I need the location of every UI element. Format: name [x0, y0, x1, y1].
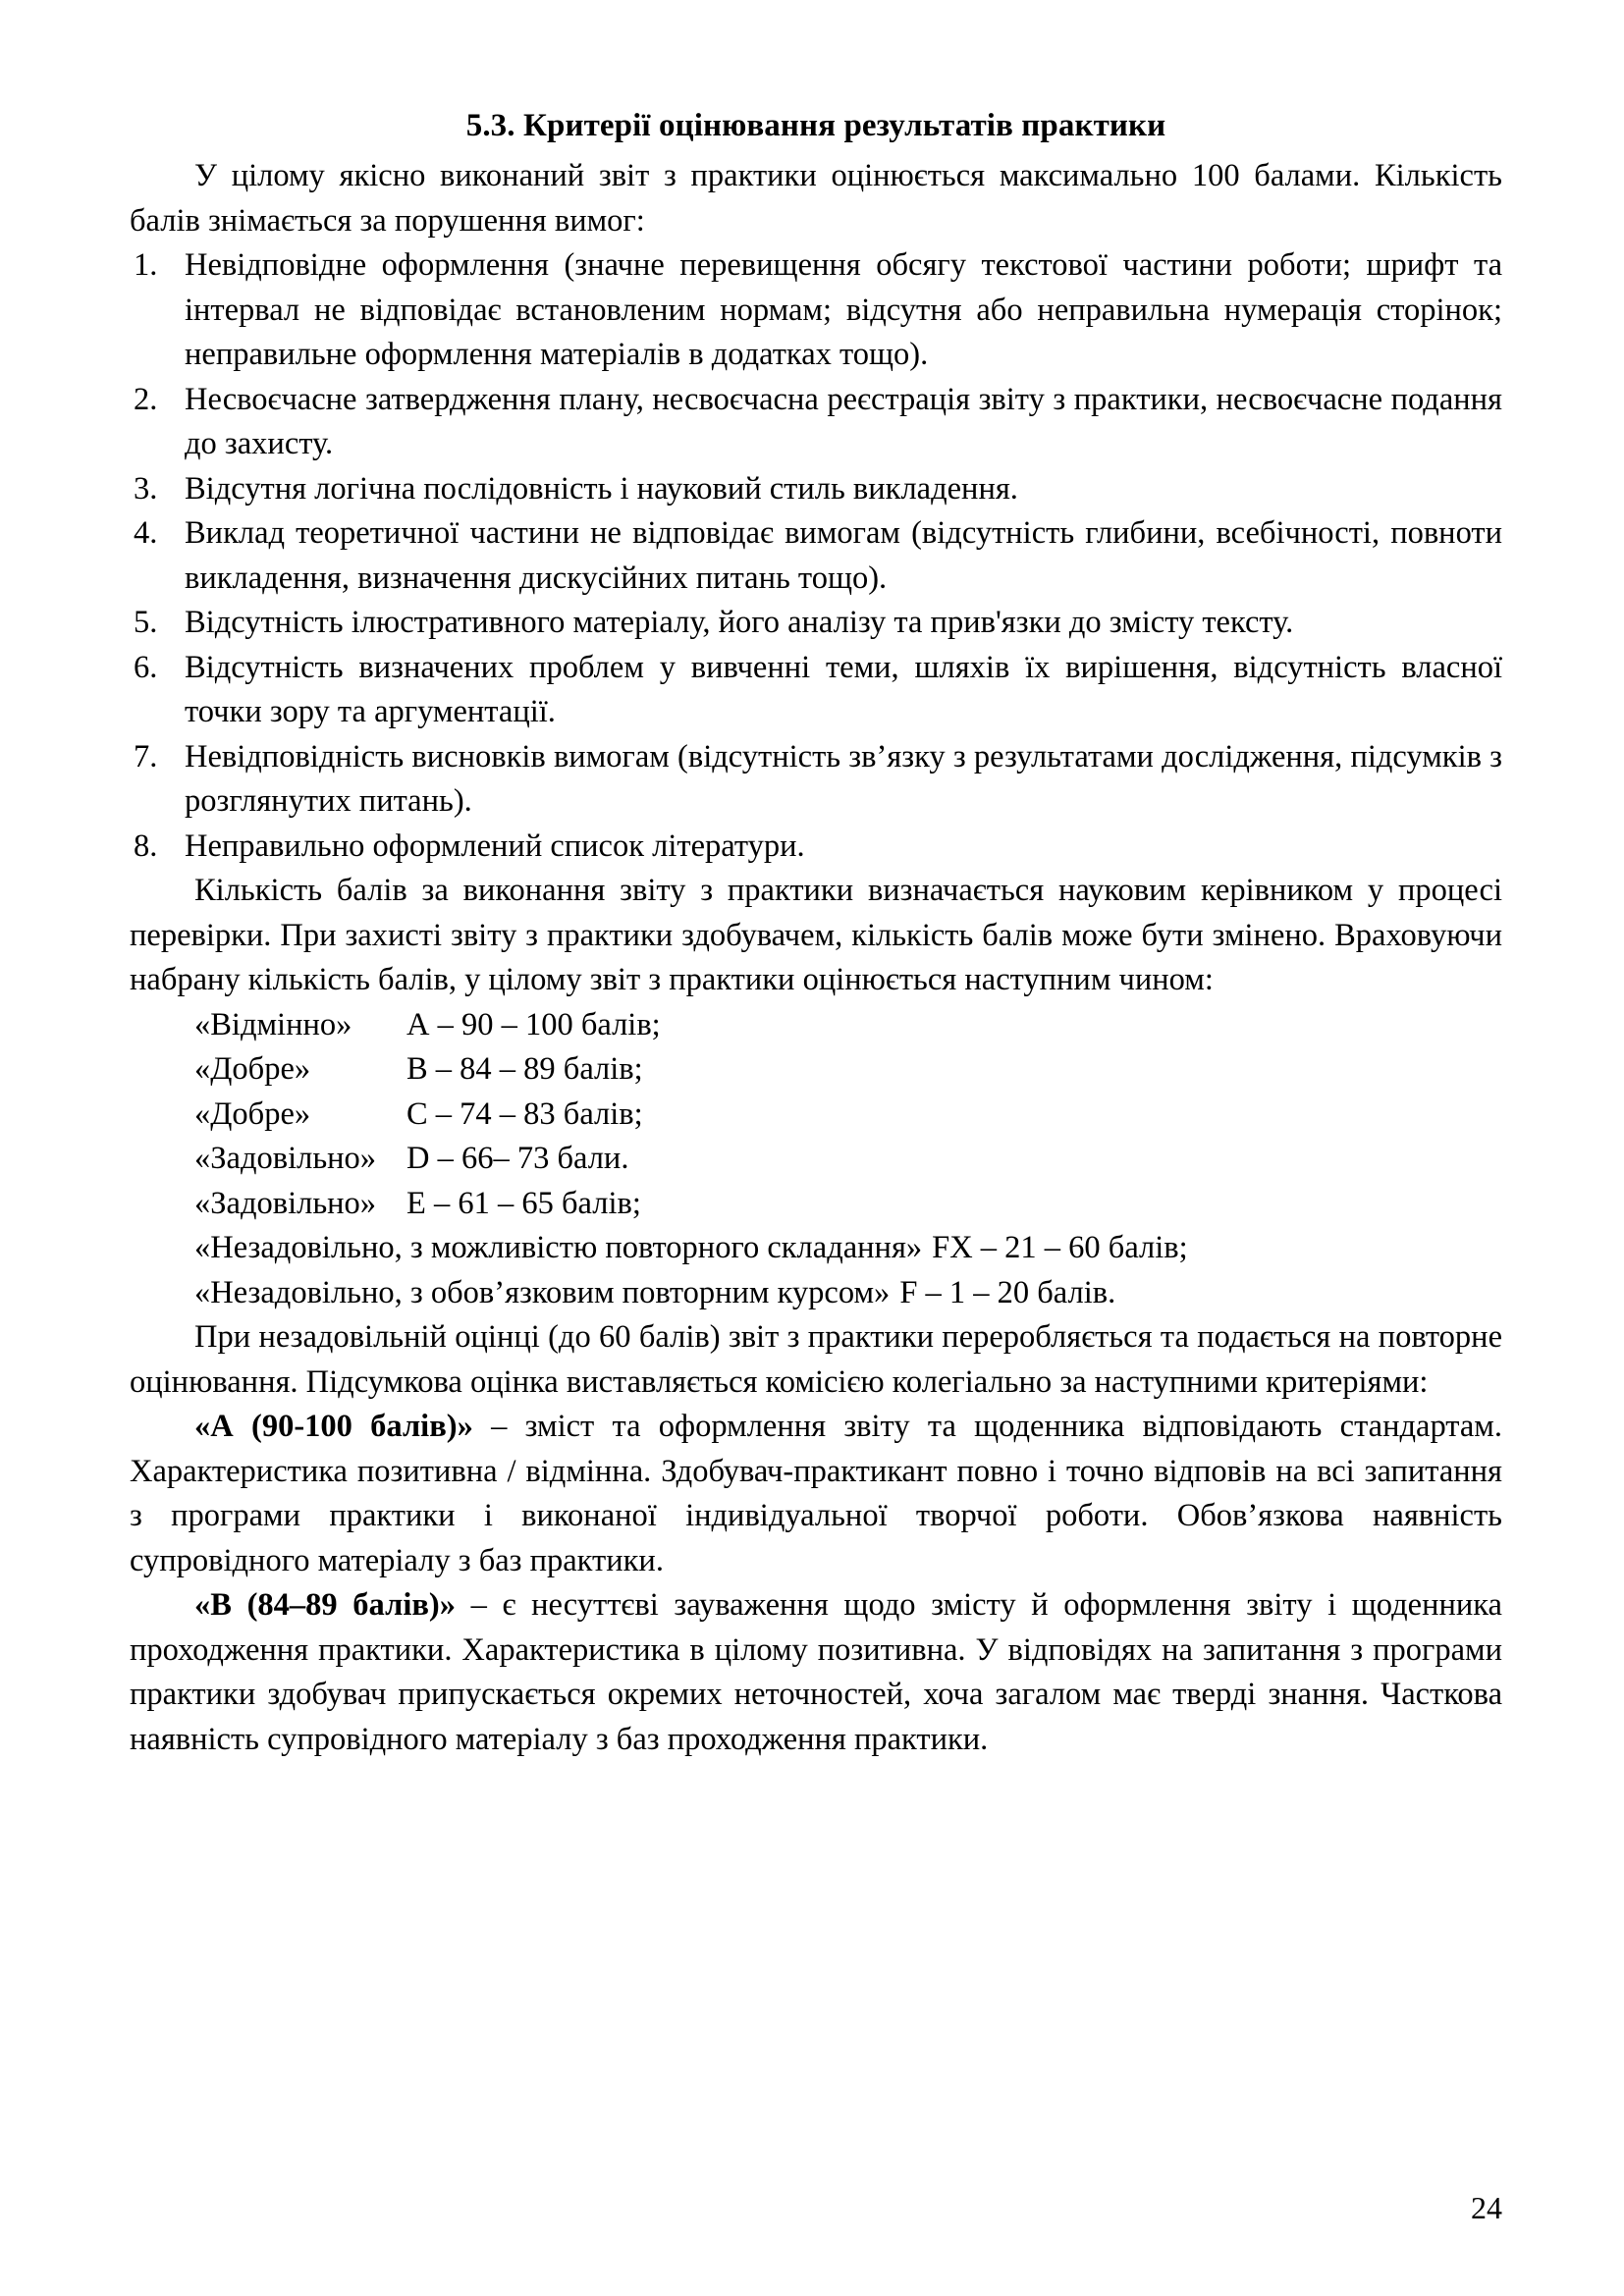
grade-label: «Незадовільно, з обов’язковим повторним курсом»	[194, 1274, 891, 1310]
list-item	[130, 601, 1502, 646]
list-item-text: Виклад теоретичної частини не відповідає вимогам (відсутність глибини, всебічності, повноти викладення, визначення дискусійних питань тощо).	[185, 515, 1502, 596]
grade-range: F – 1 – 20 балів.	[899, 1274, 1116, 1310]
grade-row	[194, 1093, 1502, 1138]
list-item	[130, 378, 1502, 467]
criterion-label-b: «В (84–89 балів)»	[194, 1587, 456, 1624]
grade-label: «Добре»	[194, 1051, 311, 1088]
grade-label: «Незадовільно, з можливістю повторного складання»	[194, 1230, 923, 1266]
requirements-list	[130, 243, 1502, 869]
list-item-text: Невідповідність висновків вимогам (відсутність зв’язку з результатами дослідження, підсумків з розглянутих питань).	[185, 738, 1502, 820]
criterion-text-a: – зміст та оформлення звіту та щоденника відповідають стандартам. Характеристика позитивна / відмінна. Здобувач-практикант повно і точно відповів на всі запитання з програми практики і виконаної індивідуальної творчої роботи. Обов’язкова наявність супровідного матеріалу з баз практики.	[130, 1409, 1502, 1578]
grade-range: FX – 21 – 60 балів;	[932, 1230, 1188, 1266]
grading-scale	[130, 1003, 1502, 1316]
grade-label: «Задовільно»	[194, 1141, 377, 1177]
grade-row	[194, 1182, 1502, 1227]
grade-range: Е – 61 – 65 балів;	[406, 1185, 641, 1221]
grade-row	[194, 1047, 1502, 1093]
list-item	[130, 825, 1502, 870]
list-item	[130, 467, 1502, 512]
page-title: 5.3. Критерії оцінювання результатів практики	[465, 108, 1166, 143]
grade-label: «Задовільно»	[194, 1185, 377, 1221]
criterion-paragraph-b	[130, 1583, 1502, 1762]
grade-range: В – 84 – 89 балів;	[406, 1051, 643, 1088]
grade-range: D – 66– 73 бали.	[406, 1141, 629, 1177]
grade-label: «Добре»	[194, 1095, 311, 1132]
grade-row	[194, 1271, 1502, 1316]
list-item-text: Відсутня логічна послідовність і науковий стиль викладення.	[185, 470, 1018, 507]
grade-range: А – 90 – 100 балів;	[406, 1006, 661, 1042]
list-item-text: Неправильно оформлений список літератури.	[185, 828, 805, 864]
grade-label: «Відмінно»	[194, 1006, 352, 1042]
list-item-text: Несвоєчасне затвердження плану, несвоєчасна реєстрація звіту з практики, несвоєчасне подання до захисту.	[185, 381, 1502, 462]
intro-paragraph: У цілому якісно виконаний звіт з практики оцінюється максимально 100 балами. Кількість балів знімається за порушення вимог:	[130, 158, 1502, 239]
grade-row	[194, 1226, 1502, 1271]
grade-row	[194, 1137, 1502, 1182]
grade-range: С – 74 – 83 балів;	[406, 1095, 643, 1132]
criterion-label-a: «А (90-100 балів)»	[194, 1409, 473, 1445]
unsatisfactory-paragraph: При незадовільній оцінці (до 60 балів) звіт з практики переробляється та подається на повторне оцінювання. Підсумкова оцінка виставляється комісією колегіально за наступними критеріями:	[130, 1319, 1502, 1400]
criterion-paragraph-a	[130, 1405, 1502, 1583]
list-item	[130, 735, 1502, 825]
list-item-text: Відсутність ілюстративного матеріалу, його аналізу та прив'язки до змісту тексту.	[185, 605, 1294, 641]
list-item	[130, 511, 1502, 601]
list-item-text: Відсутність визначених проблем у вивченні теми, шляхів їх вирішення, відсутність власної точки зору та аргументації.	[185, 649, 1502, 730]
list-item	[130, 243, 1502, 378]
grade-row	[194, 1003, 1502, 1048]
page-number: 24	[1471, 2190, 1502, 2225]
list-item-text: Невідповідне оформлення (значне перевищення обсягу текстової частини роботи; шрифт та інтервал не відповідає встановленим нормам; відсутня або неправильна нумерація сторінок; неправильне оформлення матеріалів в додатках тощо).	[185, 247, 1502, 373]
scoring-paragraph: Кількість балів за виконання звіту з практики визначається науковим керівником у процесі перевірки. При захисті звіту з практики здобувачем, кількість балів може бути змінено. Враховуючи набрану кількість балів, у цілому звіт з практики оцінюється наступним чином:	[130, 873, 1502, 998]
list-item	[130, 646, 1502, 735]
criterion-text-b: – є несуттєві зауваження щодо змісту й оформлення звіту і щоденника проходження практики. Характеристика в цілому позитивна. У відповідях на запитання з програми практики здобувач припускається окремих неточностей, хоча загалом має тверді знання. Часткова наявність супровідного матеріалу з баз проходження практики.	[130, 1587, 1502, 1757]
